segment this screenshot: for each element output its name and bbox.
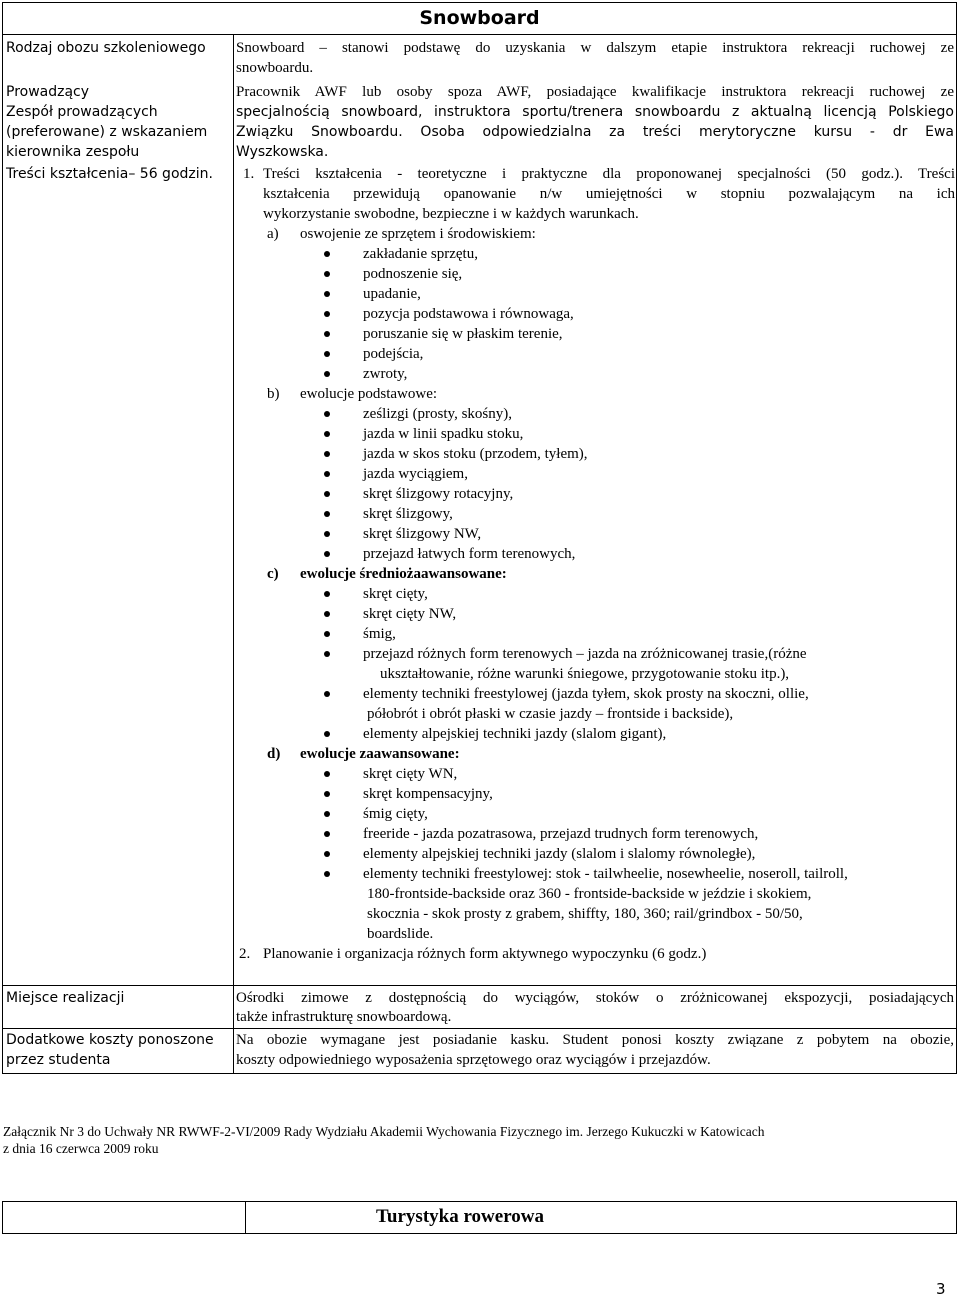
bullet-icon — [324, 531, 330, 537]
tresci-item1-line-1: Treści kształcenia - teoretyczne i praktyczne dla proponowanej specjalności (50 godz.). Treści — [263, 166, 955, 182]
list-item-continuation: skocznia - skok prosty z grabem, shiffty, 180, 360; rail/grindbox - 50/50, — [367, 906, 803, 922]
table-border-right — [956, 2, 957, 1074]
prowadzacy-text-3: Związku Snowboardu. Osoba odpowiedzialna za treści merytoryczne kursu - dr Ewa — [236, 124, 954, 140]
miejsce-text-1: Ośrodki zimowe z dostępnością do wyciągów, stoków o zróżnicowanej ekspozycji, posiadających — [236, 990, 954, 1006]
bullet-icon — [324, 731, 330, 737]
list-item-continuation: półobrót i obrót płaski w czasie jazdy – frontside i backside), — [367, 706, 734, 722]
bullet-icon — [324, 631, 330, 637]
bullet-icon — [324, 791, 330, 797]
tresci-item1-number: 1. — [243, 166, 255, 182]
label-rodzaj: Rodzaj obozu szkoleniowego — [6, 40, 206, 56]
bullet-icon — [324, 451, 330, 457]
bullet-icon — [324, 311, 330, 317]
bullet-icon — [324, 371, 330, 377]
bullet-icon — [324, 431, 330, 437]
bullet-icon — [324, 271, 330, 277]
b-title: ewolucje podstawowe: — [300, 386, 438, 402]
label-prowadzacy-2: Zespół prowadzących — [6, 104, 158, 120]
label-tresci: Treści kształcenia– 56 godzin. — [6, 166, 213, 182]
bullet-icon — [324, 291, 330, 297]
bullet-icon — [324, 691, 330, 697]
prowadzacy-text-4: Wyszkowska. — [236, 144, 329, 160]
c-marker: c) — [267, 566, 279, 582]
bullet-icon — [324, 811, 330, 817]
bullet-icon — [324, 611, 330, 617]
prowadzacy-text-2: specjalnością snowboard, instruktora sportu/trenera snowboardu z aktualną licencją Polskiego — [236, 104, 954, 120]
row-divider-1 — [2, 34, 957, 35]
tresci-item2: Planowanie i organizacja różnych form aktywnego wypoczynku (6 godz.) — [263, 946, 707, 962]
b-marker: b) — [267, 386, 280, 402]
bullet-icon — [324, 351, 330, 357]
list-item-continuation: boardslide. — [367, 926, 434, 942]
koszty-text-1: Na obozie wymagane jest posiadanie kasku. Student ponosi koszty związane z pobytem na obozie, — [236, 1032, 954, 1048]
next-section-title: Turystyka rowerowa — [376, 1206, 545, 1227]
label-prowadzacy-1: Prowadzący — [6, 84, 90, 100]
prowadzacy-text-1: Pracownik AWF lub osoby spoza AWF, posiadające kwalifikacje instruktora rekreacji ruchowej ze — [236, 84, 954, 100]
rodzaj-text-1: Snowboard – stanowi podstawę do uzyskania w dalszym etapie instruktora rekreacji ruchowej ze — [236, 40, 954, 56]
list-item-continuation: ukształtowanie, różne warunki śniegowe, przygotowanie stoku itp.), — [380, 666, 790, 682]
miejsce-text-2: także infrastrukturę snowboardową. — [236, 1009, 452, 1025]
section-title: Snowboard — [419, 7, 540, 29]
label-miejsce: Miejsce realizacji — [6, 990, 125, 1006]
label-prowadzacy-3: (preferowane) z wskazaniem — [6, 124, 208, 140]
a-marker: a) — [267, 226, 279, 242]
bullet-icon — [324, 511, 330, 517]
row-divider-2 — [2, 985, 957, 986]
table-border-left — [2, 2, 3, 1074]
bullet-icon — [324, 831, 330, 837]
label-koszty-1: Dodatkowe koszty ponoszone — [6, 1032, 214, 1048]
bullet-icon — [324, 871, 330, 877]
page-number: 3 — [936, 1280, 946, 1298]
bullet-icon — [324, 491, 330, 497]
row-divider-3 — [2, 1028, 957, 1029]
label-koszty-2: przez studenta — [6, 1052, 111, 1068]
list-item-continuation: 180-frontside-backside oraz 360 - frontside-backside w jeździe i skokiem, — [367, 886, 812, 902]
bullet-icon — [324, 471, 330, 477]
tresci-item2-number: 2. — [239, 946, 251, 962]
d-title: ewolucje zaawansowane: — [300, 746, 460, 762]
bullet-icon — [324, 551, 330, 557]
bullet-icon — [324, 591, 330, 597]
a-title: oswojenie ze sprzętem i środowiskiem: — [300, 226, 536, 242]
tresci-item1-line-2: kształcenia przewidują opanowanie n/w umiejętności w stopniu pozwalającym na ich — [263, 186, 955, 202]
tresci-item1-line-3: wykorzystanie swobodne, bezpieczne i w każdych warunkach. — [263, 206, 639, 222]
label-prowadzacy-4: kierownika zespołu — [6, 144, 140, 160]
bullet-icon — [324, 251, 330, 257]
bullet-icon — [324, 411, 330, 417]
footer-note-line-2: z dnia 16 czerwca 2009 roku — [3, 1141, 159, 1156]
c-title: ewolucje średniożaawansowane: — [300, 566, 507, 582]
table-border-bottom — [2, 1073, 957, 1074]
d-marker: d) — [267, 746, 281, 762]
bullet-icon — [324, 851, 330, 857]
rodzaj-text-2: snowboardu. — [236, 60, 314, 76]
footer-note-line-1: Załącznik Nr 3 do Uchwały NR RWWF-2-VI/2009 Rady Wydziału Akademii Wychowania Fizycznego im. Jerzego Kukuczki w Katowicach — [3, 1124, 765, 1139]
column-divider — [233, 34, 234, 1074]
table-border-top — [2, 2, 957, 3]
koszty-text-2: koszty odpowiedniego wyposażenia sprzętowego oraz wyciągów i przejazdów. — [236, 1052, 711, 1068]
bullet-icon — [324, 331, 330, 337]
bullet-icon — [324, 651, 330, 657]
bullet-icon — [324, 771, 330, 777]
